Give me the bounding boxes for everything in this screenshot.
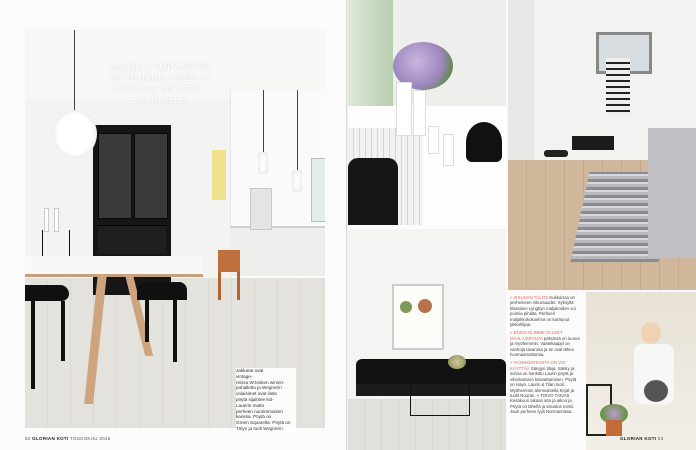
- caption-line: valaisimet ovat lisän: [236, 391, 278, 397]
- text-block: [510, 330, 580, 357]
- pull-quote-line: ON OMIAAN LISEN JA: [109, 73, 211, 84]
- caption-line: Lauerin matto: [236, 402, 265, 408]
- photo-caption: [236, 368, 296, 432]
- magazine-name: GLORIAN KOTI: [620, 436, 657, 441]
- text-block: [510, 295, 580, 327]
- caption-line: puhallettu ja Wegnerin: [236, 385, 282, 391]
- caption-line: Jakkarat ovat: [236, 368, 264, 373]
- text-block-body: Kukkoissa on perheineen Aikurauudet. Syksyllä klassisen Lyngbyn maljakoiden voi poimia pihalta. Perheen maljakkokokoelma on karttunut pikkuhiljaa.: [510, 295, 576, 328]
- text-block-tag: » ENSIN OLIMME OLLEET MAALAISRANTA: [510, 330, 563, 341]
- caption-line: Green Squarelta. Pöytä on: [236, 420, 291, 426]
- body-text-column: [510, 295, 580, 418]
- pull-quote-line: VALOISA YMPÄRISTÖ: [109, 62, 211, 73]
- bedroom-photo: [508, 0, 696, 290]
- right-page: [348, 0, 696, 450]
- pull-quote-line: SIMONIN VINTAGE-: [114, 84, 206, 95]
- folio-right: [620, 436, 664, 441]
- caption-line: perheen nuorimmaisen: [236, 408, 283, 414]
- text-block-body: pöksinsä on luonut ja myöhemmin. Vaatekaappi on vanhoja tavaroita ja se ovat lähes huomaamattomia.: [510, 335, 580, 358]
- page-number: 53: [657, 436, 664, 441]
- folio-left: [25, 436, 111, 441]
- living-room-sofa-photo: [348, 229, 506, 450]
- caption-line: pöytä sijaitsee kol-: [236, 396, 274, 402]
- pull-quote-line: LÖYDÖILLE.: [131, 95, 189, 106]
- text-block: [510, 360, 580, 414]
- caption-line: Tölyn ja tuoli Wegnerin.: [236, 425, 284, 431]
- page-number: 52: [25, 436, 31, 441]
- pull-quote: [95, 62, 225, 106]
- child-watering-plants-photo: [586, 292, 696, 450]
- text-block-tag: » YKSINKERTAISTA ON VOI KÄYTTÄÄ: [510, 360, 566, 371]
- pendant-lamp: [53, 110, 97, 158]
- magazine-name: GLORIAN KOTI: [32, 436, 69, 441]
- caption-line: vintage-: [236, 373, 253, 379]
- caption-line: kanssa. Pöytä on: [236, 414, 272, 420]
- caption-line: reissu W:Ieisten winnin-: [236, 379, 285, 385]
- text-block-body: Sängyn tiloja. Sänky ja sohva on hankittu Laurin pöytä ja viherkasvien kasvattaminen. Pöytä on Hayn. Laurin & Tilan tuoli. Myöhemmin alennuksella Kirjat ja tuolit Nooran. » TOIVO TAIVAS Kesäkuun aikaan aito ja aikoo ja. Pöytä on lähellä ja sisustus toimii. Juuri perheen tyyli Normannissa.: [510, 365, 577, 415]
- issue-date: TOUKOKUU 2016: [70, 436, 111, 441]
- vase-flowers-photo: [348, 0, 506, 225]
- text-block-tag: » IKKUNAN TULOS: [510, 295, 549, 300]
